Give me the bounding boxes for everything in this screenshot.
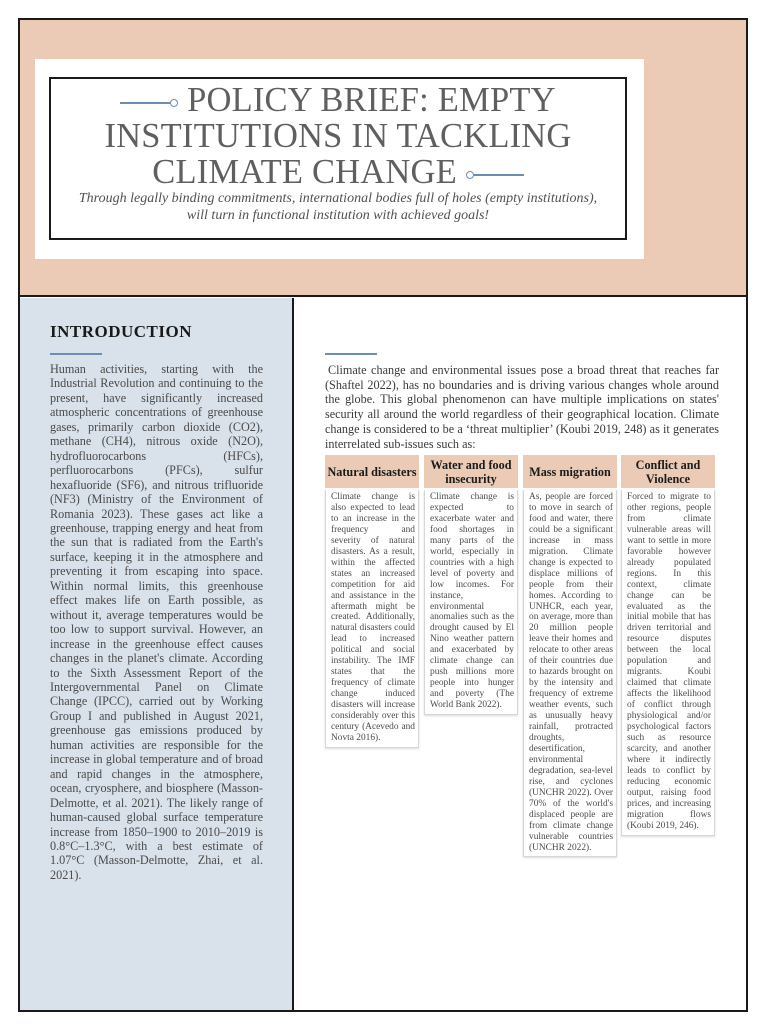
category-body: Climate change is also expected to lead to an increase in the frequency and severity of natural disasters. As a result, within the affected states an increased competition for aid and assistance in the aftermath might be created. Additionally, natural disasters could lead to increased political and social instability. The IMF states that the frequency of climate change induced disasters will increase considerably over this century (Acevedo and Novta 2016). bbox=[325, 490, 419, 748]
category-body: As, people are forced to move in search of food and water, there could be a significant increase in mass migration. Climate change is expected to displace millions of people from their homes. According to UNHCR, each year, on average, more than 20 million people leave their homes and relocate to other areas of their countries due to hazards brought on by the intensity and frequency of extreme weather events, such as unusually heavy rainfall, protracted droughts, desertification, environmental degradation, sea-level rise, and cyclones (UNCHR 2022). Over 70% of the world's displaced people are from climate change vulnerable countries (UNCHR 2022). bbox=[523, 490, 617, 857]
page-title bbox=[52, 82, 624, 190]
introduction-heading: INTRODUCTION bbox=[50, 322, 193, 341]
subtitle: Through legally binding commitments, international bodies full of holes (empty institutions), will turn in functional institution with achieved goals! bbox=[78, 191, 598, 223]
main-text: Climate change and environmental issues pose a broad threat that reaches far (Shaftel 2022), has no boundaries and is driving various changes whole around the globe. This global phenomenon can have multiple implications on states' security all around the world regardless of their geographical location. Climate change is considered to be a ‘threat multiplier’ (Koubi 2019, 248) as it generates interrelated sub-issues such as: bbox=[325, 363, 719, 451]
category-body: Forced to migrate to other regions, people from climate vulnerable areas will want to settle in more favorable however already populated regions. In this context, climate change can be evaluated as the initial mobile that has driven territorial and resource disputes between the local population and migrants. Koubi claimed that climate affects the likelihood of conflict through physiological and/or psychological factors such as resource scarcity, and another where it indirectly leads to conflict by reducing economic output, raising food prices, and increasing migration flows (Koubi 2019, 246). bbox=[621, 490, 715, 836]
main-rule bbox=[325, 353, 377, 355]
category-title: Conflict and Violence bbox=[621, 455, 715, 488]
circle-line-ornament-icon bbox=[466, 170, 524, 180]
title-line-3 bbox=[52, 154, 624, 190]
title-line-1-text: POLICY BRIEF: EMPTY bbox=[187, 81, 556, 119]
category-natural-disasters bbox=[325, 455, 419, 748]
category-title: Natural disasters bbox=[325, 455, 419, 488]
category-water-food-insecurity bbox=[424, 455, 518, 715]
category-title: Mass migration bbox=[523, 455, 617, 488]
category-conflict-violence bbox=[621, 455, 715, 836]
title-line-1 bbox=[52, 82, 624, 118]
category-mass-migration bbox=[523, 455, 617, 857]
introduction-text: Human activities, starting with the Industrial Revolution and continuing to the present, have significantly increased atmospheric concentrations of greenhouse gases, primarily carbon dioxide (CO2), methane (CH4), nitrous oxide (N2O), hydrofluorocarbons (HFCs), perfluorocarbons (PFCs), sulfur hexafluoride (SF6), and nitrous trifluoride (NF3) (Ministry of the Environment of Romania 2023). These gases act like a greenhouse, trapping energy and heat from the sun that is radiated from the Earth's surface, keeping it in the atmosphere and preventing it from escaping into space. Within normal limits, this greenhouse effect makes life on Earth possible, as without it, average temperatures would be too low to support survival. However, an increase in the greenhouse effect causes changes in the planet's climate. According to the Sixth Assessment Report of the Intergovernmental Panel on Climate Change (IPCC), carried out by Working Group I and published in August 2021, greenhouse gas emissions produced by human activities are responsible for the increase in global temperature and of broad and rapid changes in the atmosphere, ocean, cryosphere, and biosphere (Masson-Delmotte, et al. 2021). The likely range of human-caused global surface temperature increase from 1850–1900 to 2010–2019 is 0.8°C–1.3°C, with a best estimate of 1.07°C (Masson-Delmotte, Zhai, et al. 2021). bbox=[50, 362, 263, 882]
title-line-2: INSTITUTIONS IN TACKLING bbox=[104, 117, 572, 155]
line-circle-ornament-icon bbox=[120, 98, 178, 108]
title-line-3-text: CLIMATE CHANGE bbox=[152, 153, 457, 191]
introduction-rule bbox=[50, 353, 102, 355]
category-title: Water and food insecurity bbox=[424, 455, 518, 488]
category-body: Climate change is expected to exacerbate water and food shortages in many parts of the world, especially in countries with a high level of poverty and low incomes. For instance, environmental anomalies such as the drought caused by El Nino weather pattern and exacerbated by climate change can push millions more people into hunger and poverty (The World Bank 2022). bbox=[424, 490, 518, 715]
